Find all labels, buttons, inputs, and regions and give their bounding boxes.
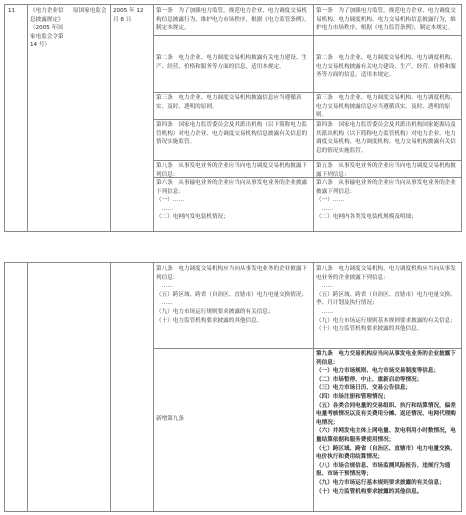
revised-article-6: 第六条 从事输电业务的企业应当向从事发电业务的企业披露下列信息： （一）…… …… （二）电网内各类发电装机规模及明细；	[316, 180, 456, 221]
revised-article-5: 第五条 从事发电业务的企业应当向电力调度交易机构披露下列信息：	[316, 163, 456, 177]
original-article-6: 第六条 从事输电业务的企业应当向从事发电业务的企业披露下列信息： （一）…… …… （二）电网内发电装机情况；	[156, 180, 308, 221]
document-name: 《电力企业信息披露规定》（2005 年国家电监会令第 14 号）	[30, 8, 66, 49]
original-article-2: 第二条 电力企业、电力调度交易机构披露有关电力建设、生产、经营、价格和服务等方面的信息，适用本规定。	[156, 55, 308, 70]
original-article-1: 第一条 为了加强电力监管，规范电力企业、电力调度交易机构信息披露行为，维护电力市场秩序，根据《电力监管条例》，制定本规定。	[156, 8, 310, 32]
original-article-3: 第三条 电力企业、电力调度交易机构披露信息应当遵循真实、及时、透明的原则。	[156, 95, 302, 110]
original-article-8: 第八条 电力调度交易机构应当向从事发电业务的企业披露下列信息： …… （五）跨区域、跨省（自治区、直辖市）电力电量交换情况； …… （九）电力市场运行规则要求披露的有关信息； （十）电力监管机构要求披露的其他信息。	[156, 266, 308, 324]
original-article-4: 第四条 国家电力监管委员会及其派出机构（以下简称电力监管机构）对电力企业、电力调度交易机构信息披露有关信息的情况实施监管。	[156, 122, 308, 146]
original-article-5: 第八条 从事发电业务的企业应当向电力调度交易机构披露下列信息：	[156, 163, 308, 177]
row-number: 11	[8, 8, 16, 14]
revised-article-2: 第二条 电力企业、电力调度交易机构、电力调度机构、电力交易机构披露有关电力建设、生产、经营、价格和服务等方面的信息，适用本规定。	[316, 55, 456, 79]
revised-article-3: 第三条 电力企业、电力调度交易机构、电力调度机构、电力交易机构披露信息应当遵循真实、及时、透明的原则。	[316, 95, 456, 119]
revised-article-8: 第八条 电力调度交易机构、电力调度机构应当向从事发电业务的企业披露下列信息： …… （五）跨区域、跨省（自治区、直辖市）电力电量交换、季、月计划及执行情况； …… （九）电力市场运行规则基本规则要求披露的有关信息； （十）电力监管机构要求披露的其他信息。	[316, 266, 456, 333]
issue-date: 2005 年 12 月 8 日	[113, 8, 146, 23]
new-article-9-note: 新增第九条	[156, 416, 184, 422]
revised-article-9: 第九条 电力交易机构应当向从事发电业务的企业披露下列信息： （一）电力市场规则、电力市场交易制度等信息； （二）市场暂停、中止、重新启动等情况； （三）电力市场日历、交易公告信息； （四）市场注册和管理情况； （五）各类合同电量的交易组织、执行和结算情况，偏差电量考核情况以及有关费用分摊、返还情况、电网代理购电情况； （六）并网发电主体上网电量、发电利用小时数情况，电量结算依据和服务费使用情况； （七）跨区域、跨省（自治区、直辖市）电力电量交换、电价执行和费用结算情况； （八）市场合规信息、市场监测风险报告、违规行为通报、市场干预情况等； （九）电力市场运行基本规则要求披露的有关信息； （十）电力监管机构要求披露的其他信息。	[316, 351, 456, 495]
regulation-table-bottom	[4, 262, 462, 512]
revised-article-1: 第一条 为了加强电力监管，规范电力企业、电力调度交易机构、电力调度机构、电力交易机构信息披露行为，维护电力市场秩序，根据《电力监管条例》，制定本规定。	[316, 8, 456, 32]
issuer: 原国家电监会	[73, 8, 107, 14]
revised-article-4: 第四条 国家电力监管委员会及其派出机构国家能源局及其派出机构（以下简称电力监管机构）对电力企业、电力调度交易机构、电力调度机构、电力交易机构披露有关信息的情况实施监管。	[316, 122, 456, 154]
regulation-table-top	[4, 4, 462, 232]
